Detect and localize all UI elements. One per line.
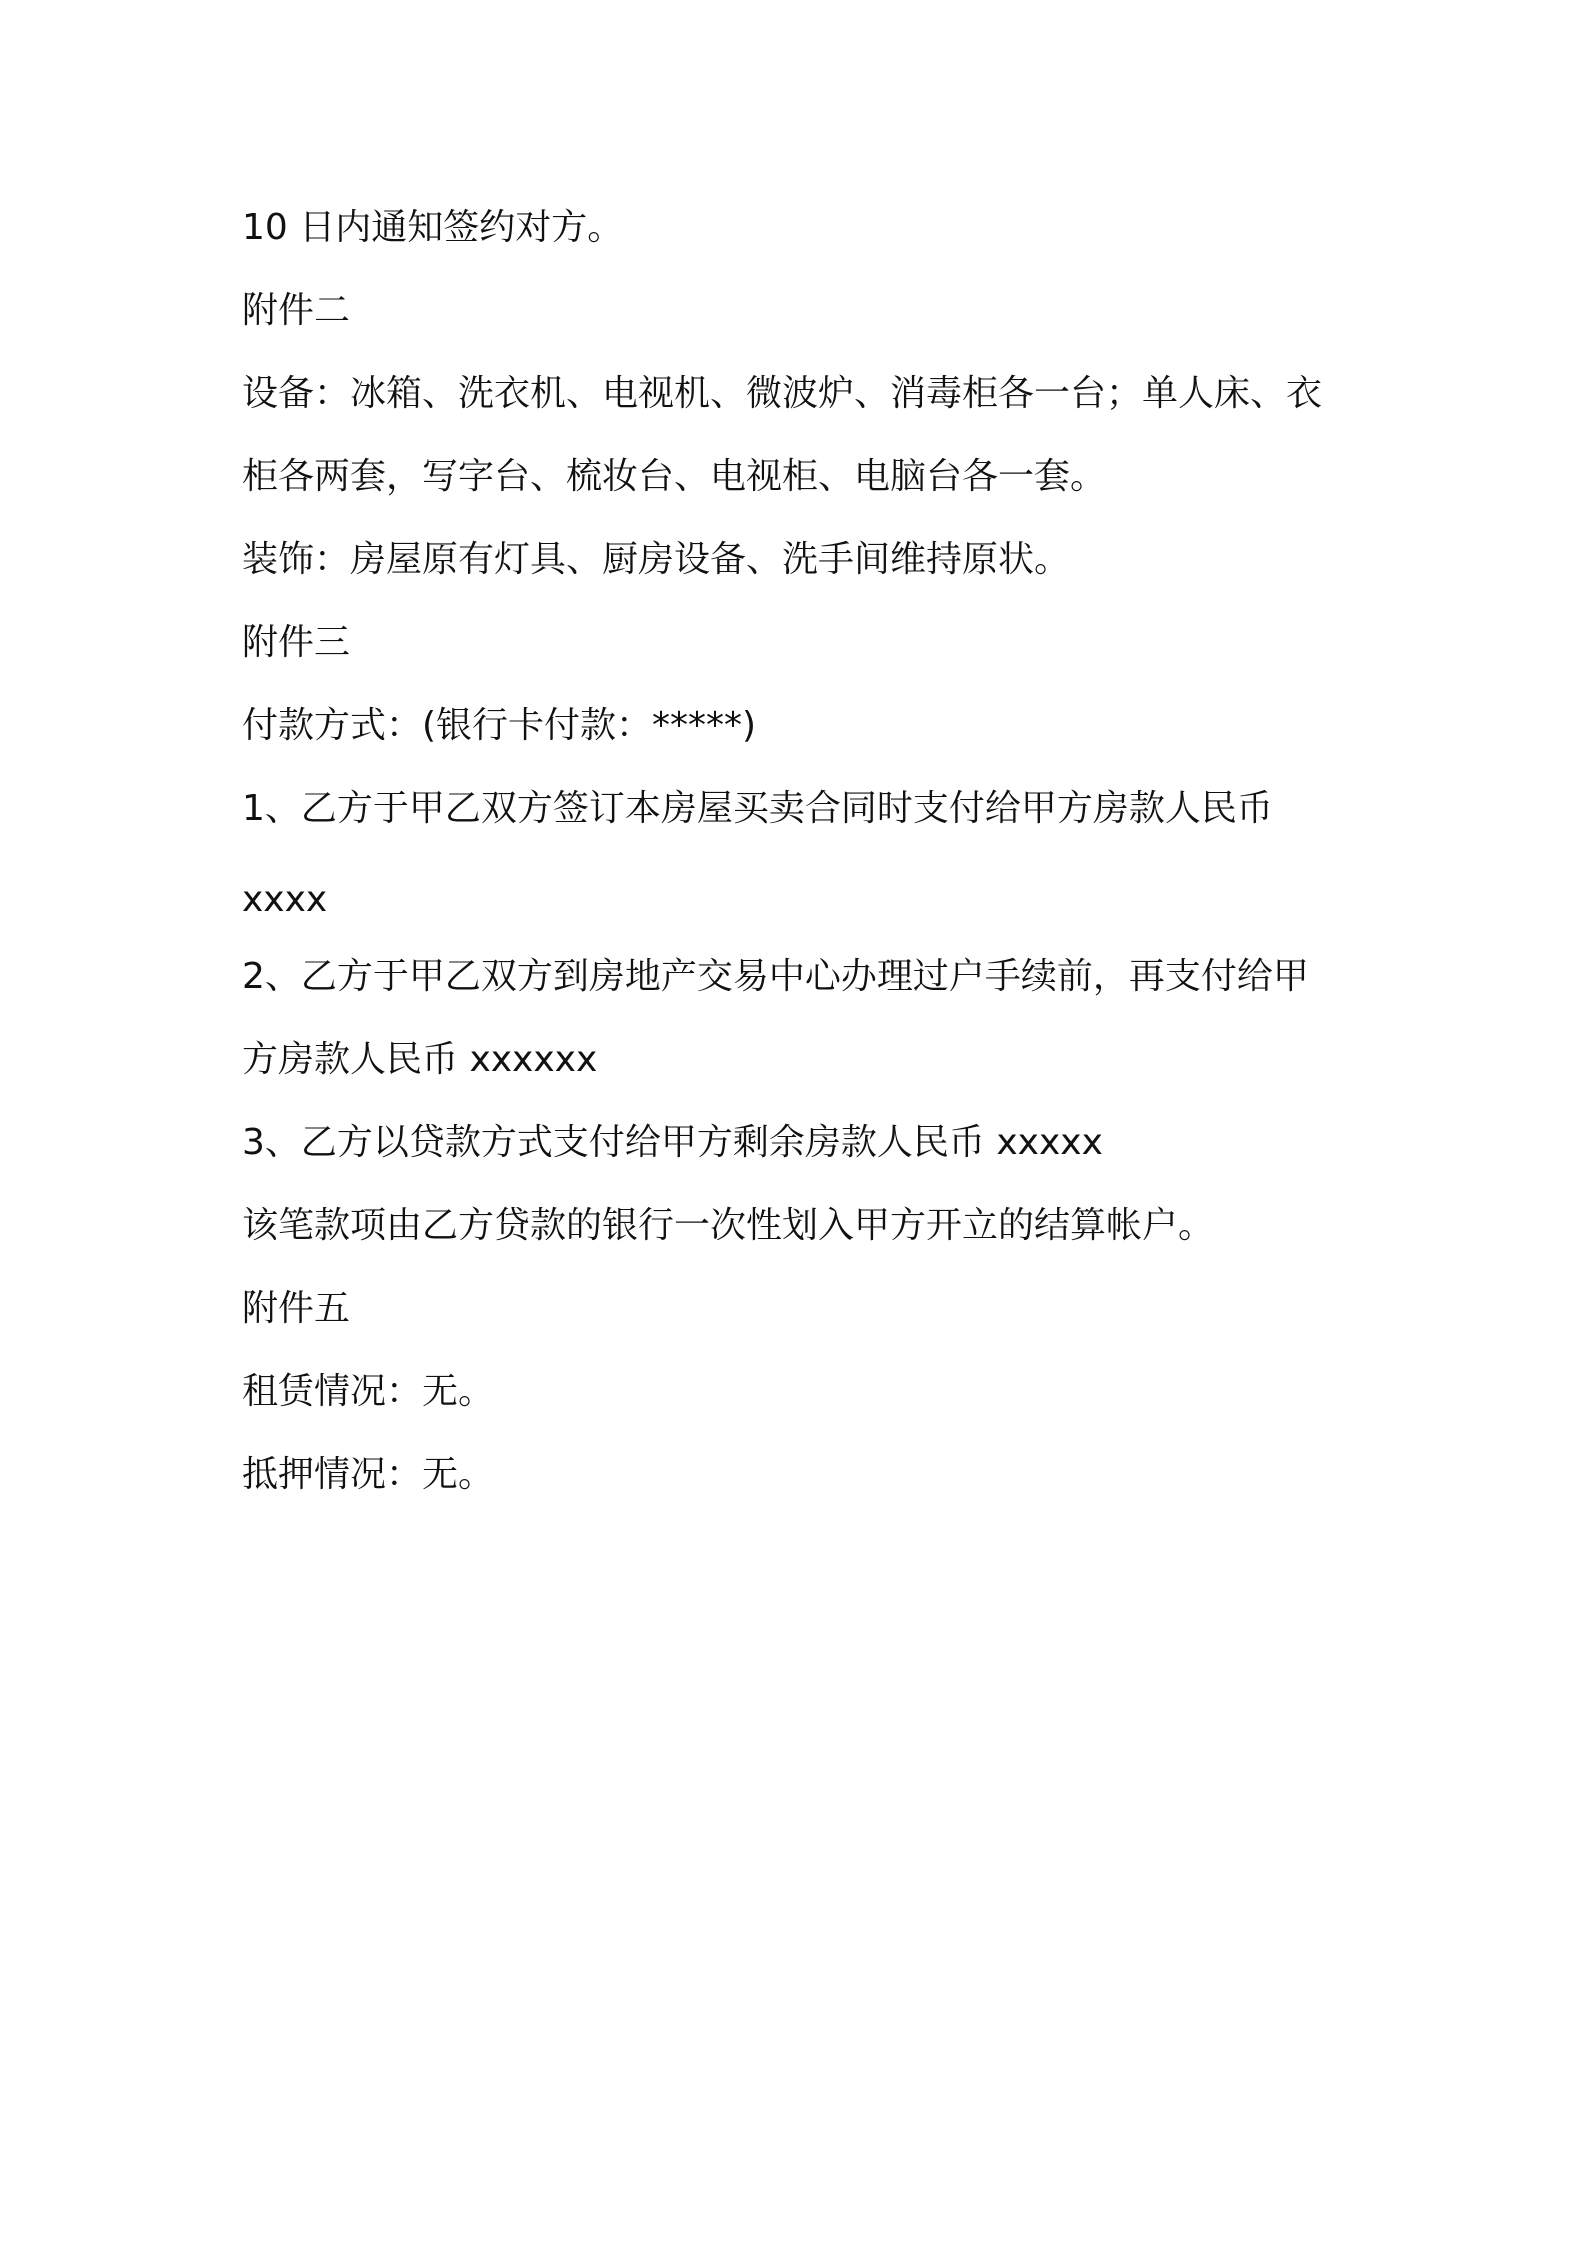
text-line-notice: 10 日内通知签约对方。 [242,207,624,248]
heading-attachment-two: 附件二 [242,290,351,331]
text-line-payment-3: 3、乙方以贷款方式支付给甲方剩余房款人民币 xxxxx [242,1122,1103,1163]
text-line-equipment-2: 柜各两套，写字台、梳妆台、电视柜、电脑台各一套。 [242,456,1107,497]
text-line-payment-1a: 1、乙方于甲乙双方签订本房屋买卖合同时支付给甲方房款人民币 [242,788,1273,829]
text-line-mortgage-status: 抵押情况：无。 [242,1454,495,1495]
text-line-payment-1b: xxxx [242,879,328,920]
text-line-equipment-1: 设备：冰箱、洗衣机、电视机、微波炉、消毒柜各一台；单人床、衣 [242,373,1323,414]
text-line-payment-method: 付款方式：(银行卡付款：*****) [242,705,757,746]
heading-attachment-five: 附件五 [242,1288,351,1329]
text-line-payment-2a: 2、乙方于甲乙双方到房地产交易中心办理过户手续前，再支付给甲 [242,956,1309,997]
heading-attachment-three: 附件三 [242,622,351,663]
text-line-lease-status: 租赁情况：无。 [242,1371,495,1412]
text-line-bank-transfer: 该笔款项由乙方贷款的银行一次性划入甲方开立的结算帐户。 [242,1205,1215,1246]
text-line-payment-2b: 方房款人民币 xxxxxx [242,1039,598,1080]
text-line-decoration: 装饰：房屋原有灯具、厨房设备、洗手间维持原状。 [242,539,1071,580]
